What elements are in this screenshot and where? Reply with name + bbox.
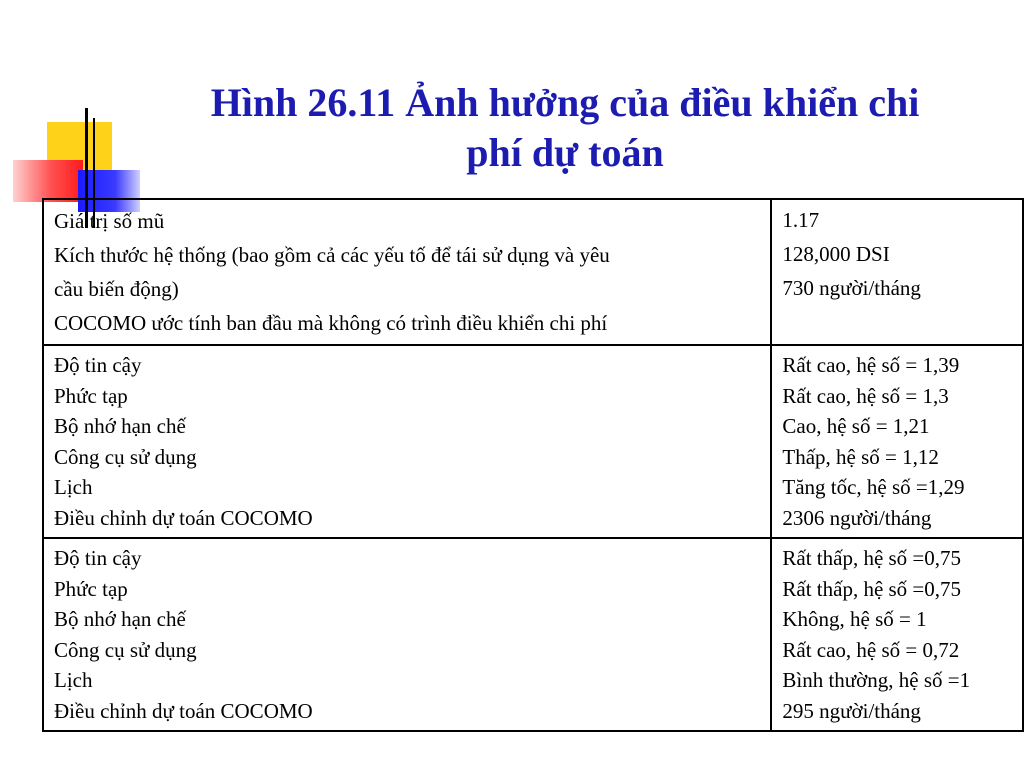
parameter-label: Giá trị số mũ xyxy=(54,209,165,233)
table-row-baseline xyxy=(43,199,1023,345)
parameter-label: Lịch xyxy=(54,475,93,499)
table-row-low-drivers xyxy=(43,538,1023,731)
parameter-label: Lịch xyxy=(54,668,93,692)
parameter-value: Tăng tốc, hệ số =1,29 xyxy=(782,475,965,499)
parameter-label: cầu biến động) xyxy=(54,277,179,301)
parameter-label: Công cụ sử dụng xyxy=(54,444,197,469)
table-cell-parameters xyxy=(43,538,771,731)
parameter-label: Điều chỉnh dự toán COCOMO xyxy=(54,505,313,530)
parameter-label: Công cụ sử dụng xyxy=(54,637,197,662)
parameter-label: Bộ nhớ hạn chế xyxy=(54,414,186,438)
table-cell-values xyxy=(771,345,1023,538)
parameter-value: Thấp, hệ số = 1,12 xyxy=(782,444,939,469)
table-cell-parameters xyxy=(43,345,771,538)
parameter-value: Rất cao, hệ số = 1,3 xyxy=(782,383,949,408)
logo-red-square xyxy=(13,160,83,202)
parameter-value: 2306 người/tháng xyxy=(782,505,932,530)
slide-logo xyxy=(0,0,150,230)
parameter-label: Phức tạp xyxy=(54,576,128,601)
table-cell-parameters xyxy=(43,199,771,345)
parameter-value: Rất thấp, hệ số =0,75 xyxy=(782,576,962,601)
slide-title-line-2: phí dự toán xyxy=(466,130,664,175)
parameter-value: Rất thấp, hệ số =0,75 xyxy=(782,546,962,570)
table-row-high-drivers xyxy=(43,345,1023,538)
slide-title-line-1: Hình 26.11 Ảnh hưởng của điều khiển chi xyxy=(210,80,920,125)
parameter-label: Điều chỉnh dự toán COCOMO xyxy=(54,698,313,723)
parameter-value: Không, hệ số = 1 xyxy=(782,607,927,631)
parameter-value: 295 người/tháng xyxy=(782,698,921,723)
parameter-value: Cao, hệ số = 1,21 xyxy=(782,414,930,438)
parameter-value: Bình thường, hệ số =1 xyxy=(782,668,971,692)
parameter-value: 730 người/tháng xyxy=(782,276,921,300)
parameter-label: Độ tin cậy xyxy=(54,353,142,377)
table-cell-values xyxy=(771,199,1023,345)
table-cell-values xyxy=(771,538,1023,731)
parameter-label: Phức tạp xyxy=(54,383,128,408)
parameter-label: Bộ nhớ hạn chế xyxy=(54,607,186,631)
parameter-value: Rất cao, hệ số = 0,72 xyxy=(782,637,960,662)
parameter-value: 128,000 DSI xyxy=(782,242,890,266)
parameter-label: Kích thước hệ thống (bao gồm cả các yếu tố để tái sử dụng và yêu xyxy=(54,243,610,267)
parameter-value: Rất cao, hệ số = 1,39 xyxy=(782,353,960,377)
parameter-label: COCOMO ước tính ban đầu mà không có trình điều khiển chi phí xyxy=(54,311,608,335)
parameter-label: Độ tin cậy xyxy=(54,546,142,570)
parameter-value: 1.17 xyxy=(782,208,820,232)
slide-title xyxy=(150,78,980,178)
cost-driver-table xyxy=(42,198,1024,732)
